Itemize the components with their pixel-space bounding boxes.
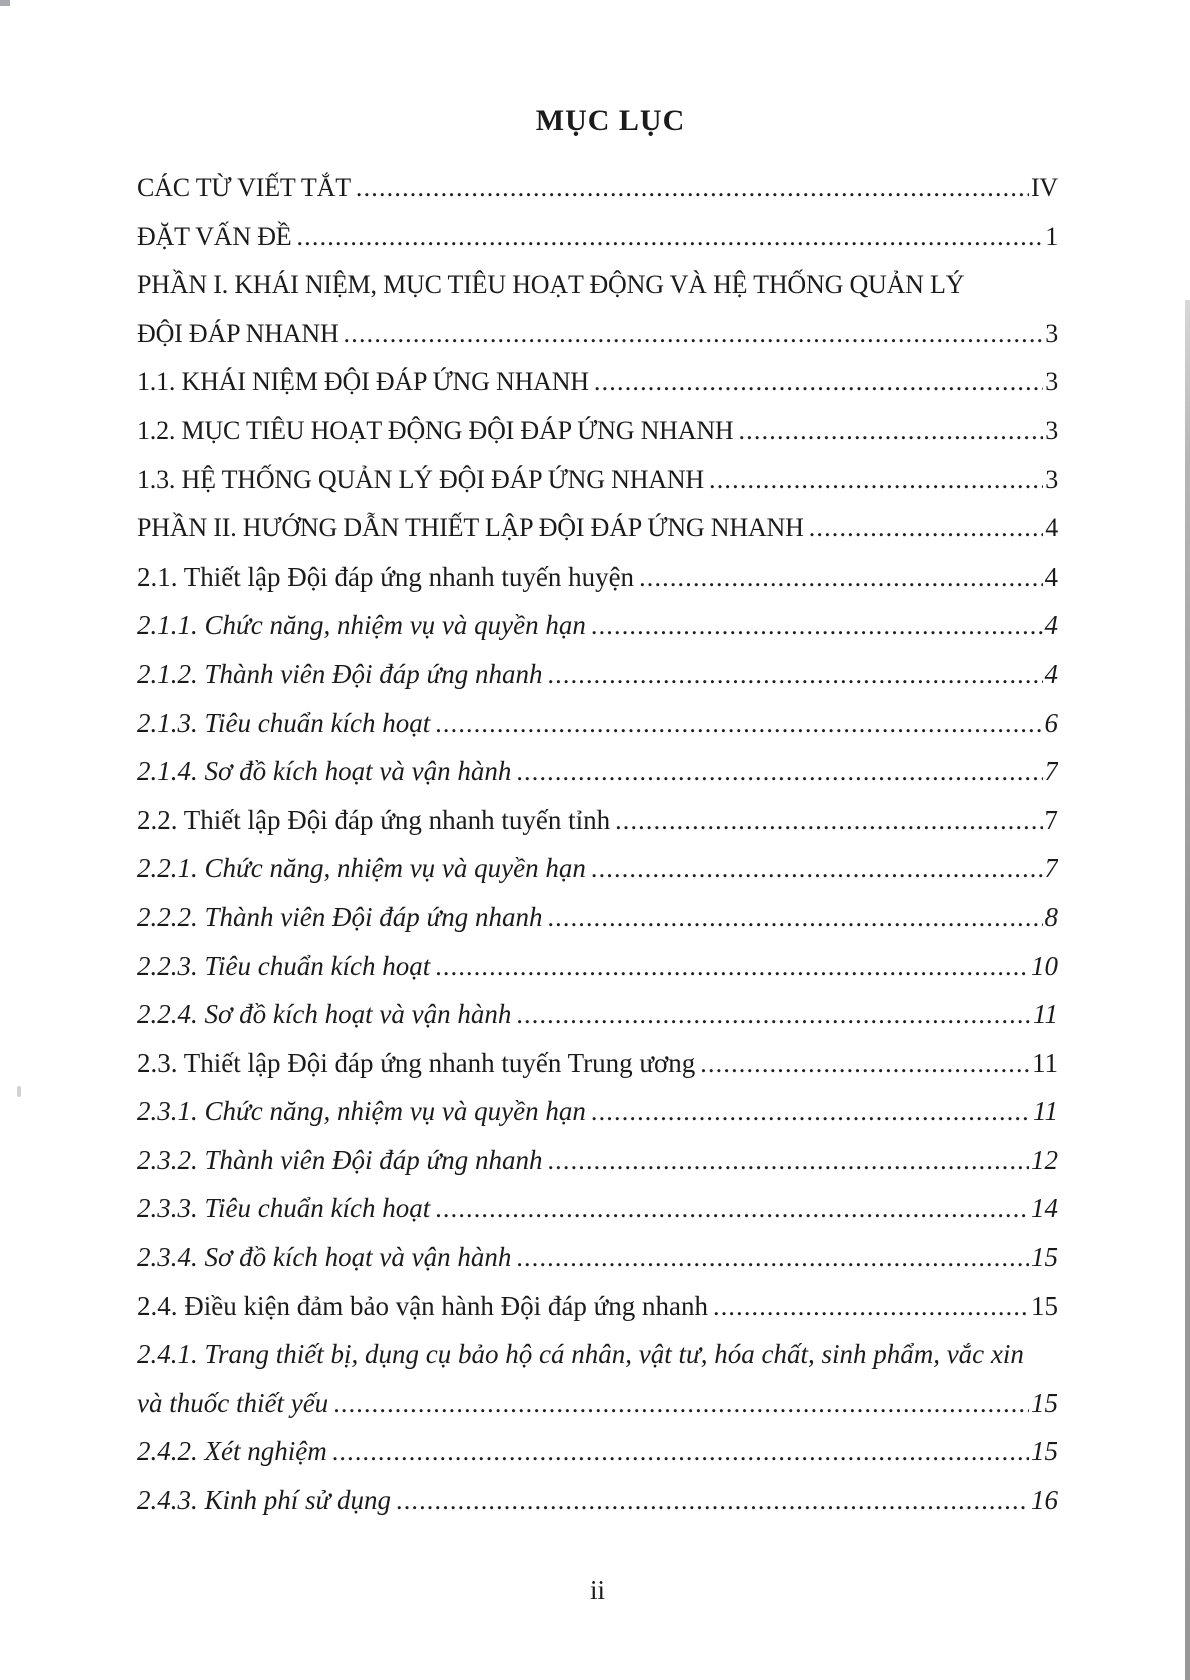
toc-row <box>137 456 1058 505</box>
toc-row <box>137 796 1058 845</box>
toc-entry-label: 1.2. MỤC TIÊU HOẠT ĐỘNG ĐỘI ĐÁP ỨNG NHANH <box>137 415 734 445</box>
toc-row <box>137 893 1058 942</box>
toc-row <box>137 990 1058 1039</box>
toc-row <box>137 358 1058 407</box>
toc-leader-dots <box>333 1379 1029 1428</box>
toc-entry-label: PHẦN II. HƯỚNG DẪN THIẾT LẬP ĐỘI ĐÁP ỨNG NHANH <box>137 513 804 543</box>
footer-page-number: ii <box>589 1575 605 1605</box>
toc-row <box>137 310 1058 359</box>
toc-entry-label: 1.1. KHÁI NIỆM ĐỘI ĐÁP ỨNG NHANH <box>137 367 589 397</box>
toc-entry-label: 2.4.3. Kinh phí sử dụng <box>137 1485 391 1516</box>
toc-entry-label: ĐỘI ĐÁP NHANH <box>137 318 339 348</box>
toc-row <box>137 1136 1058 1185</box>
toc-row <box>137 747 1058 796</box>
toc-leader-dots <box>516 747 1042 796</box>
toc-leader-dots <box>435 1184 1029 1233</box>
toc-page-number: 15 <box>1031 1242 1058 1273</box>
toc-row <box>137 504 1058 553</box>
toc-page-number: 16 <box>1031 1485 1058 1516</box>
toc-entry-label: 2.1.3. Tiêu chuẩn kích hoạt <box>137 707 431 738</box>
page-title: MỤC LỤC <box>535 104 686 137</box>
toc-page-number: 7 <box>1044 853 1058 884</box>
toc-entry-label: 2.3.4. Sơ đồ kích hoạt và vận hành <box>137 1242 512 1273</box>
toc-page-number: 8 <box>1044 901 1058 932</box>
scan-artifact-right-edge <box>1185 300 1190 1680</box>
toc-page-number: 11 <box>1033 999 1058 1030</box>
toc-page-number: 11 <box>1032 1047 1058 1078</box>
toc-page-number: 12 <box>1031 1144 1058 1175</box>
toc-row <box>137 1039 1058 1088</box>
toc-page-number: 3 <box>1045 367 1058 397</box>
toc-page-number: 3 <box>1045 464 1058 494</box>
scan-artifact-corner-mark <box>0 0 10 6</box>
toc-leader-dots <box>809 504 1044 553</box>
toc-page-number: 7 <box>1044 804 1058 835</box>
toc-leader-dots <box>615 796 1042 845</box>
toc-leader-dots <box>591 844 1043 893</box>
toc-page-number: 7 <box>1044 756 1058 787</box>
toc-row <box>137 601 1058 650</box>
toc-leader-dots <box>296 213 1043 262</box>
toc-entry-label: 2.3. Thiết lập Đội đáp ứng nhanh tuyến Trung ương <box>137 1047 696 1078</box>
toc-entry-label: PHẦN I. KHÁI NIỆM, MỤC TIÊU HOẠT ĐỘNG VÀ HỆ THỐNG QUẢN LÝ <box>137 270 965 300</box>
toc-leader-dots <box>547 893 1042 942</box>
toc-page-number: 4 <box>1044 610 1058 641</box>
toc-row <box>137 942 1058 991</box>
toc-leader-dots <box>332 1427 1029 1476</box>
toc-page-number: IV <box>1030 173 1058 202</box>
toc-list <box>137 164 1058 1525</box>
toc-entry-label: 2.2.1. Chức năng, nhiệm vụ và quyền hạn <box>137 853 586 884</box>
toc-page-number: 4 <box>1044 561 1058 592</box>
toc-page-number: 11 <box>1033 1096 1058 1127</box>
toc-leader-dots <box>516 1233 1029 1282</box>
toc-leader-dots <box>516 990 1031 1039</box>
toc-leader-dots <box>435 699 1042 748</box>
toc-leader-dots <box>547 650 1042 699</box>
toc-entry-label: CÁC TỪ VIẾT TẮT <box>137 173 351 202</box>
toc-leader-dots <box>591 601 1043 650</box>
toc-row <box>137 553 1058 602</box>
toc-leader-dots <box>738 407 1043 456</box>
toc-entry-label: 2.4.2. Xét nghiệm <box>137 1436 327 1467</box>
toc-leader-dots <box>435 942 1029 991</box>
toc-entry-label: 2.4. Điều kiện đảm bảo vận hành Đội đáp ứng nhanh <box>137 1290 709 1321</box>
toc-entry-label: 2.2.2. Thành viên Đội đáp ứng nhanh <box>137 901 543 932</box>
toc-entry-label: 2.1. Thiết lập Đội đáp ứng nhanh tuyến huyện <box>137 561 635 592</box>
toc-entry-label: 1.3. HỆ THỐNG QUẢN LÝ ĐỘI ĐÁP ỨNG NHANH <box>137 464 705 494</box>
toc-row <box>137 1476 1058 1525</box>
toc-entry-label: và thuốc thiết yếu <box>137 1387 329 1418</box>
toc-entry-label: 2.4.1. Trang thiết bị, dụng cụ bảo hộ cá nhân, vật tư, hóa chất, sinh phẩm, vắc xin <box>137 1339 1024 1370</box>
toc-entry-label: 2.3.1. Chức năng, nhiệm vụ và quyền hạn <box>137 1096 586 1127</box>
toc-leader-dots <box>594 358 1043 407</box>
toc-row <box>137 1330 1058 1379</box>
toc-page-number: 15 <box>1031 1290 1058 1321</box>
toc-page-number: 15 <box>1031 1387 1058 1418</box>
toc-page-number: 1 <box>1045 221 1058 251</box>
toc-row <box>137 699 1058 748</box>
scan-artifact-speck <box>17 1086 21 1097</box>
toc-row <box>137 650 1058 699</box>
toc-leader-dots <box>639 553 1042 602</box>
toc-entry-label: 2.2.3. Tiêu chuẩn kích hoạt <box>137 950 431 981</box>
toc-row <box>137 1282 1058 1331</box>
toc-leader-dots <box>396 1476 1029 1525</box>
toc-row <box>137 164 1058 213</box>
toc-row <box>137 1087 1058 1136</box>
toc-page-number: 6 <box>1044 707 1058 738</box>
toc-page-number: 3 <box>1045 318 1058 348</box>
toc-entry-label: 2.2. Thiết lập Đội đáp ứng nhanh tuyến tỉnh <box>137 804 611 835</box>
toc-leader-dots <box>344 310 1044 359</box>
toc-leader-dots <box>709 456 1043 505</box>
toc-row <box>137 1233 1058 1282</box>
toc-entry-label: 2.2.4. Sơ đồ kích hoạt và vận hành <box>137 999 512 1030</box>
toc-entry-label: ĐẶT VẤN ĐỀ <box>137 221 292 251</box>
toc-row <box>137 1379 1058 1428</box>
toc-leader-dots <box>700 1039 1030 1088</box>
toc-row <box>137 1427 1058 1476</box>
toc-row <box>137 261 1058 310</box>
toc-page-number: 4 <box>1044 658 1058 689</box>
toc-leader-dots <box>713 1282 1029 1331</box>
toc-entry-label: 2.3.2. Thành viên Đội đáp ứng nhanh <box>137 1144 543 1175</box>
toc-row <box>137 213 1058 262</box>
toc-row <box>137 844 1058 893</box>
toc-page-number: 3 <box>1045 415 1058 445</box>
toc-entry-label: 2.3.3. Tiêu chuẩn kích hoạt <box>137 1193 431 1224</box>
toc-leader-dots <box>356 164 1029 213</box>
toc-row <box>137 407 1058 456</box>
toc-entry-label: 2.1.4. Sơ đồ kích hoạt và vận hành <box>137 756 512 787</box>
toc-row <box>137 1184 1058 1233</box>
toc-entry-label: 2.1.1. Chức năng, nhiệm vụ và quyền hạn <box>137 610 586 641</box>
toc-leader-dots <box>591 1087 1031 1136</box>
toc-page-number: 4 <box>1045 513 1058 543</box>
toc-entry-label: 2.1.2. Thành viên Đội đáp ứng nhanh <box>137 658 543 689</box>
toc-page-number: 14 <box>1031 1193 1058 1224</box>
toc-page-number: 15 <box>1031 1436 1058 1467</box>
toc-page-number: 10 <box>1031 950 1058 981</box>
toc-leader-dots <box>547 1136 1029 1185</box>
